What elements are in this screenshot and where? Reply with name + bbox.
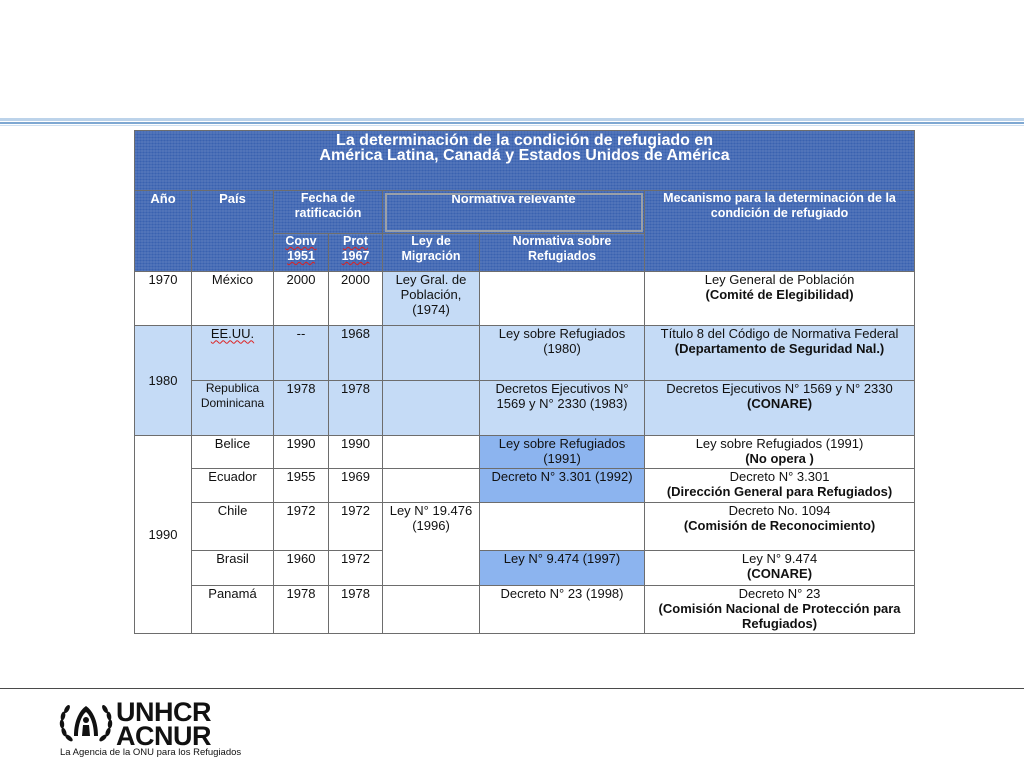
mecanismo-organo: (Departamento de Seguridad Nal.) — [674, 341, 885, 357]
cell-normativa: Decreto N° 23 (1998) — [480, 585, 645, 633]
cell-mecanismo — [645, 550, 915, 585]
cell-ley-migracion — [383, 585, 480, 633]
header-prot — [329, 234, 383, 272]
cell-prot: 2000 — [329, 272, 383, 326]
cell-ley-migracion: Ley Gral. de Población, (1974) — [383, 272, 480, 326]
top-rule — [0, 118, 1024, 121]
cell-normativa — [480, 502, 645, 550]
mecanismo-organo: (CONARE) — [747, 396, 813, 412]
header-normativa-refugiados: Normativa sobre Refugiados — [480, 234, 645, 272]
table-row — [135, 550, 915, 585]
cell-mecanismo — [645, 435, 915, 468]
logo-word-acnur: ACNUR — [116, 721, 211, 751]
cell-mecanismo — [645, 468, 915, 502]
header-anio: Año — [135, 191, 192, 272]
cell-ley-migracion — [383, 468, 480, 502]
cell-normativa: Ley sobre Refugiados (1980) — [480, 326, 645, 381]
cell-anio: 1970 — [135, 272, 192, 326]
refugee-determination-table-wrapper — [134, 130, 914, 634]
mecanismo-text: Ley N° 9.474 — [741, 550, 818, 566]
cell-ley-migracion — [383, 435, 480, 468]
cell-conv: 1978 — [274, 585, 329, 633]
cell-pais: Panamá — [192, 585, 274, 633]
mecanismo-text: Ley General de Población — [704, 272, 855, 288]
cell-pais: Republica Dominicana — [192, 381, 274, 435]
cell-conv: 1978 — [274, 381, 329, 435]
unhcr-logo — [58, 697, 258, 760]
header-fecha-ratificacion: Fecha de ratificación — [274, 191, 383, 234]
cell-normativa: Decreto N° 3.301 (1992) — [480, 468, 645, 502]
mecanismo-organo: (Comisión Nacional de Protección para Refugiados) — [658, 600, 901, 631]
cell-conv: 2000 — [274, 272, 329, 326]
table-row — [135, 502, 915, 550]
mecanismo-text: Título 8 del Código de Normativa Federal — [660, 326, 899, 342]
cell-normativa: Decretos Ejecutivos N° 1569 y N° 2330 (1983) — [480, 381, 645, 435]
cell-conv: -- — [274, 326, 329, 381]
header-conv — [274, 234, 329, 272]
table-title-line1: La determinación de la condición de refugiado en — [336, 132, 713, 149]
mecanismo-organo: (Comisión de Reconocimiento) — [683, 517, 876, 533]
cell-normativa: Ley N° 9.474 (1997) — [480, 550, 645, 585]
header-conv-label: Conv 1951 — [285, 234, 317, 264]
logo-tagline: La Agencia de la ONU para los Refugiados — [60, 747, 242, 758]
cell-pais — [192, 326, 274, 381]
mecanismo-text: Decretos Ejecutivos N° 1569 y N° 2330 — [666, 381, 893, 397]
cell-pais: Chile — [192, 502, 274, 550]
header-mecanismo: Mecanismo para la determinación de la condición de refugiado — [645, 191, 915, 272]
cell-normativa — [480, 272, 645, 326]
cell-mecanismo — [645, 272, 915, 326]
header-ley-migracion: Ley de Migración — [383, 234, 480, 272]
mecanismo-text: Decreto No. 1094 — [728, 502, 831, 518]
cell-mecanismo — [645, 326, 915, 381]
mecanismo-organo: (No opera ) — [745, 450, 814, 466]
table-title — [135, 131, 915, 191]
refugee-determination-table — [134, 130, 915, 634]
table-row — [135, 326, 915, 381]
cell-conv: 1955 — [274, 468, 329, 502]
cell-prot: 1978 — [329, 585, 383, 633]
cell-mecanismo — [645, 502, 915, 550]
table-row — [135, 381, 915, 435]
unhcr-emblem-icon — [58, 700, 114, 744]
cell-pais: Belice — [192, 435, 274, 468]
cell-conv: 1990 — [274, 435, 329, 468]
cell-prot: 1972 — [329, 502, 383, 550]
table-title-line2: América Latina, Canadá y Estados Unidos de América — [319, 147, 730, 164]
mecanismo-text: Ley sobre Refugiados (1991) — [695, 435, 864, 451]
header-normativa-relevante[interactable]: Normativa relevante — [383, 191, 645, 234]
top-rule-light — [0, 125, 1024, 126]
cell-pais: México — [192, 272, 274, 326]
logo-word-unhcr: UNHCR — [116, 697, 211, 727]
cell-prot: 1978 — [329, 381, 383, 435]
cell-ley-migracion: Ley N° 19.476 (1996) — [383, 502, 480, 585]
mecanismo-text: Decreto N° 23 — [738, 585, 821, 601]
header-prot-label: Prot 1967 — [341, 234, 370, 264]
top-rule-accent — [0, 122, 1024, 124]
cell-conv: 1960 — [274, 550, 329, 585]
cell-prot: 1990 — [329, 435, 383, 468]
footer-rule — [0, 688, 1024, 689]
table-row — [135, 468, 915, 502]
cell-normativa: Ley sobre Refugiados (1991) — [480, 435, 645, 468]
cell-anio: 1990 — [135, 435, 192, 633]
cell-prot: 1972 — [329, 550, 383, 585]
cell-pais: Brasil — [192, 550, 274, 585]
cell-ley-migracion — [383, 326, 480, 381]
cell-ley-migracion — [383, 381, 480, 435]
cell-mecanismo — [645, 585, 915, 633]
mecanismo-organo: (Dirección General para Refugiados) — [666, 483, 893, 499]
cell-prot: 1969 — [329, 468, 383, 502]
cell-conv: 1972 — [274, 502, 329, 550]
cell-mecanismo — [645, 381, 915, 435]
table-row — [135, 435, 915, 468]
cell-prot: 1968 — [329, 326, 383, 381]
table-row — [135, 272, 915, 326]
mecanismo-organo: (CONARE) — [747, 565, 813, 581]
cell-pais: Ecuador — [192, 468, 274, 502]
mecanismo-text: Decreto N° 3.301 — [729, 468, 830, 484]
cell-anio: 1980 — [135, 326, 192, 435]
header-pais: País — [192, 191, 274, 272]
mecanismo-organo: (Comité de Elegibilidad) — [705, 287, 854, 303]
table-row — [135, 585, 915, 633]
pais-eeuu: EE.UU. — [210, 326, 255, 342]
